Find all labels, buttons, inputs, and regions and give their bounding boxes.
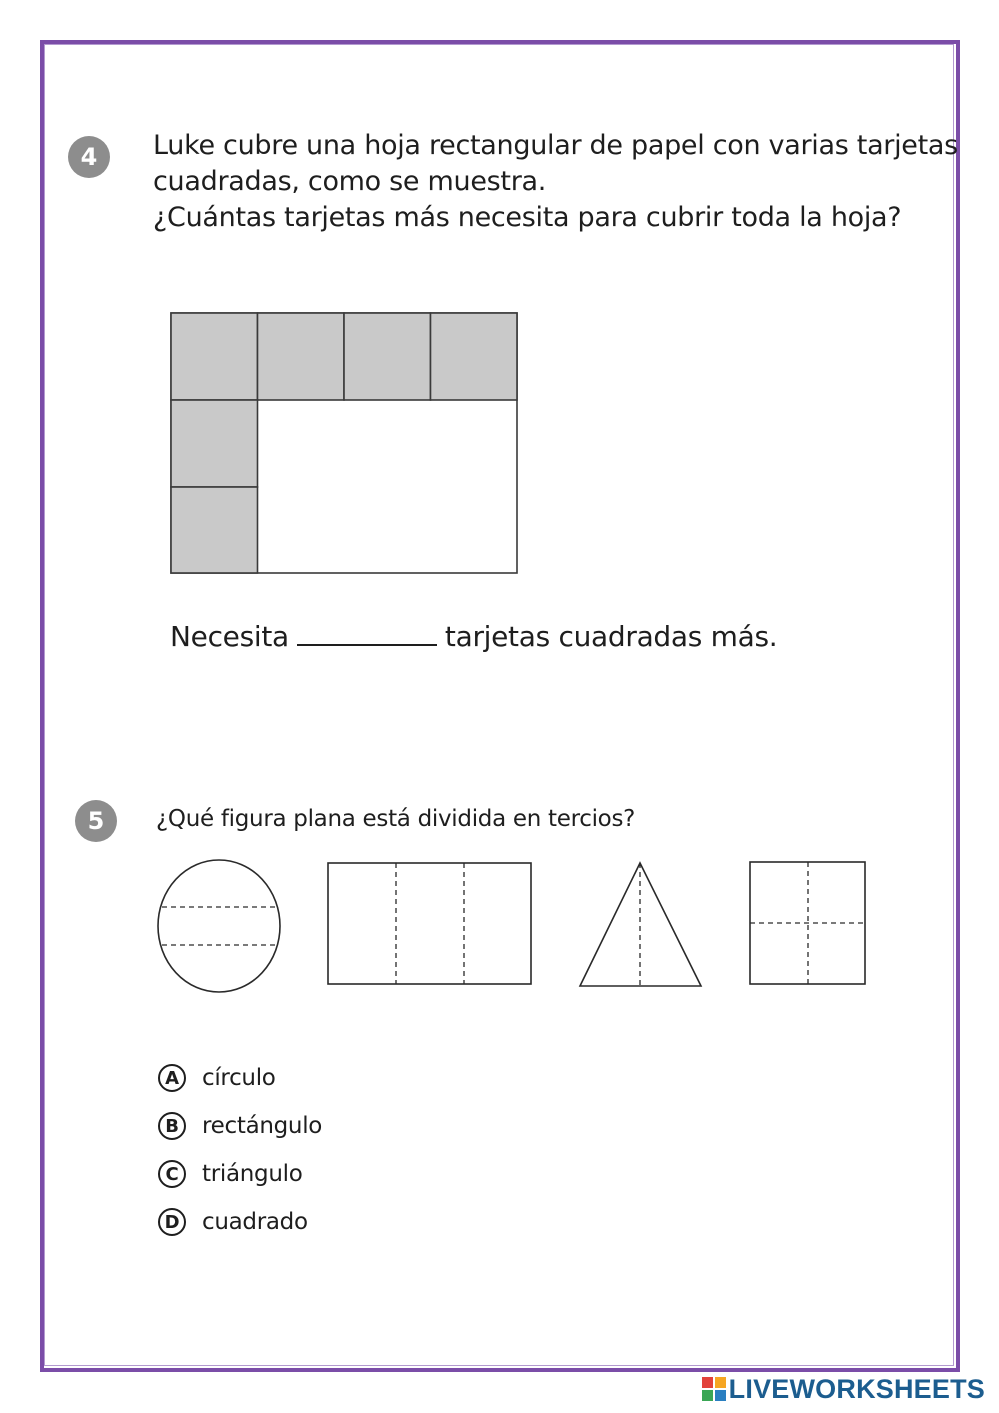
square-card [431, 313, 518, 400]
option-label: círculo [202, 1065, 276, 1091]
square-card [171, 487, 258, 573]
option-letter: D [158, 1208, 186, 1236]
circle-shape [158, 860, 280, 992]
question-4-line: Luke cubre una hoja rectangular de papel con varias tarjetas [153, 130, 958, 161]
option-a[interactable] [158, 1062, 322, 1094]
option-c[interactable] [158, 1158, 322, 1190]
option-b[interactable] [158, 1110, 322, 1142]
square-card [344, 313, 431, 400]
rectangle-shape [328, 863, 531, 984]
option-letter: A [158, 1064, 186, 1092]
square-card [171, 400, 258, 487]
liveworksheets-logo [702, 1374, 985, 1404]
shapes-figure [150, 855, 875, 997]
option-label: rectángulo [202, 1113, 323, 1139]
option-label: triángulo [202, 1161, 303, 1187]
question-4-answer-sentence [170, 620, 777, 653]
square-shape [750, 862, 865, 984]
answer-suffix: tarjetas cuadradas más. [444, 620, 778, 653]
square-card [258, 313, 345, 400]
liveworksheets-logo-text: LIVEWORKSHEETS [728, 1373, 985, 1404]
question-5-number-badge: 5 [75, 800, 117, 842]
liveworksheets-logo-icon [702, 1377, 726, 1401]
question-4-line: cuadradas, como se muestra. [153, 166, 547, 197]
option-label: cuadrado [202, 1209, 308, 1235]
answer-blank-input[interactable] [297, 622, 437, 646]
option-letter: B [158, 1112, 186, 1140]
question-4-text [153, 128, 958, 236]
triangle-shape [580, 863, 701, 986]
option-d[interactable] [158, 1206, 322, 1238]
answer-options [158, 1062, 322, 1254]
paper-sheet-figure [170, 312, 520, 576]
answer-prefix: Necesita [170, 620, 289, 653]
question-4-number-badge: 4 [68, 136, 110, 178]
question-5-prompt: ¿Qué figura plana está dividida en tercios? [156, 806, 636, 832]
question-4-line: ¿Cuántas tarjetas más necesita para cubrir toda la hoja? [153, 202, 902, 233]
option-letter: C [158, 1160, 186, 1188]
square-card [171, 313, 258, 400]
